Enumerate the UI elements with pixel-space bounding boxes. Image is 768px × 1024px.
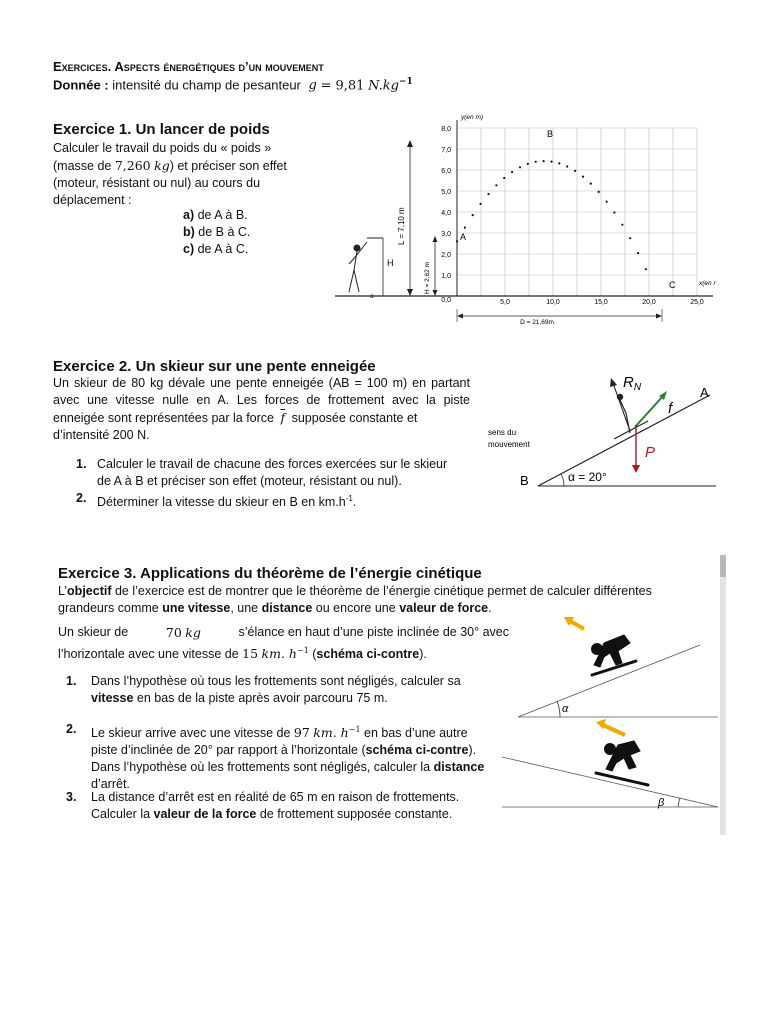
ex3-q3-line2 xyxy=(91,806,511,823)
ex1-item-c-letter: c) xyxy=(183,242,195,256)
ex3-q2-distance: distance xyxy=(433,760,485,775)
ex3-s2b: ( xyxy=(308,647,317,662)
g-value: = 9,81 xyxy=(320,78,365,94)
trajectory-dot xyxy=(472,214,474,216)
g-exponent: −1 xyxy=(398,77,413,87)
ex3-speed: 15 xyxy=(242,646,259,662)
ex1-H-arrowhead-bottom xyxy=(433,290,438,296)
ex2-sens-label-1: sens du xyxy=(488,428,517,437)
trajectory-dot xyxy=(527,163,529,165)
document-title xyxy=(53,59,324,74)
ex1-ytick: 0,0 xyxy=(441,297,451,304)
trajectory-dot xyxy=(550,161,552,163)
ex2-q1-line2: de A à B et préciser son effet (moteur, résistant ou nul). xyxy=(97,474,402,488)
ex2-point-B: B xyxy=(520,473,529,488)
ex3-intro-objectif: objectif xyxy=(67,584,112,598)
ex1-x-axis-label: x(en r xyxy=(699,280,716,287)
ex1-item-b-letter: b) xyxy=(183,225,195,239)
ex2-question-1 xyxy=(76,456,476,490)
ex3-intro-1c: de l’exercice est de montrer que le théorème de l’énergie cinétique permet de calculer différentes xyxy=(111,584,652,598)
ex1-ytick: 4,0 xyxy=(441,210,451,217)
ex1-point-B: B xyxy=(547,129,554,139)
ex3-q2-3a: Dans l’hypothèse où les frottements sont négligés, calculer la xyxy=(91,760,434,775)
ex3-q2-2c: ). xyxy=(468,743,477,758)
ex1-title: Exercice 1. Un lancer de poids xyxy=(53,121,270,138)
trajectory-dot xyxy=(535,161,537,163)
ex1-y-axis-label: y(en m) xyxy=(461,114,484,121)
ex1-item-a xyxy=(183,207,248,224)
ex2-q2-exponent: -1 xyxy=(345,494,353,503)
ex2-line2: avec une vitesse nulle en A. Les forces de frottement avec la piste xyxy=(53,393,470,407)
ex3-question-1 xyxy=(66,673,511,707)
trajectory-dot xyxy=(629,237,631,239)
donnee-label: Donnée : xyxy=(53,77,109,93)
trajectory-dot xyxy=(582,176,584,178)
ex1-L-arrowhead-top xyxy=(407,140,413,147)
ex1-ytick: 8,0 xyxy=(441,126,451,133)
ex3-intro-2g: . xyxy=(488,601,492,615)
ex3-intro-2a: grandeurs comme xyxy=(58,601,163,615)
ex1-line3: (moteur, résistant ou nul) au cours du xyxy=(53,176,261,190)
g-symbol: g xyxy=(308,78,317,94)
ex1-point-A: A xyxy=(460,232,467,242)
ex3-s1a: Un skieur de xyxy=(58,625,129,639)
ex1-H-label: H xyxy=(387,258,394,268)
ex2-P-arrowhead xyxy=(632,465,640,473)
trajectory-dot xyxy=(590,183,592,185)
ex3-angle-arc-2 xyxy=(678,798,680,807)
ex1-figure xyxy=(335,110,725,330)
ex3-s1b: s’élance en haut d’une piste inclinée de 30° avec xyxy=(238,625,509,639)
ex2-line3 xyxy=(53,409,470,427)
ex2-title: Exercice 2. Un skieur sur une pente enneigée xyxy=(53,358,376,375)
ex3-title: Exercice 3. Applications du théorème de l’énergie cinétique xyxy=(58,565,482,582)
ex1-o-label: o xyxy=(370,293,374,300)
ex3-q1-line1: Dans l’hypothèse où tous les frottements sont négligés, calculer sa xyxy=(91,674,461,688)
ex1-xtick: 15,0 xyxy=(594,299,608,306)
ex1-mass-unit: kg xyxy=(154,158,170,173)
ex2-f-vector: $\overline{f}$ xyxy=(280,410,286,425)
ex3-q2-number: 2. xyxy=(66,722,77,736)
donnee-line xyxy=(53,77,413,93)
ex1-mass: 7,260 xyxy=(114,158,151,173)
ex2-question-2 xyxy=(76,490,476,511)
g-unit: N.kg xyxy=(368,78,399,94)
ex2-q2-end: . xyxy=(352,495,357,510)
ex3-q2-line3 xyxy=(91,759,511,776)
trajectory-dot xyxy=(606,201,608,203)
ex2-figure xyxy=(480,365,730,495)
trajectory-dot xyxy=(495,184,497,186)
ex3-mass-unit: kg xyxy=(185,625,201,640)
ex3-q2-exp: −1 xyxy=(348,725,361,734)
ex1-D-arrowhead-left xyxy=(457,314,463,319)
trajectory-dot xyxy=(566,165,568,167)
shot-putter-icon xyxy=(349,238,383,292)
ex1-D-label: D = 21,69m xyxy=(520,319,554,326)
ex3-statement xyxy=(58,624,509,663)
ex3-q3-force: valeur de la force xyxy=(153,807,257,821)
ex2-sens-label-2: mouvement xyxy=(488,440,530,449)
trajectory-dot xyxy=(487,193,489,195)
ex1-H-arrowhead-top xyxy=(433,236,438,242)
ex2-RN-label: $R_N$ xyxy=(623,374,642,393)
ex3-q2-unit: km. h xyxy=(313,725,349,741)
orange-arrow-icon xyxy=(564,617,584,629)
ex3-q2-line4: d’arrêt. xyxy=(91,777,130,792)
ex3-speed-unit: km. h xyxy=(261,646,297,662)
ex3-question-2 xyxy=(66,721,511,793)
ex3-schema-ref-2: schéma ci-contre xyxy=(365,743,469,758)
trajectory-dot xyxy=(613,211,615,213)
ex3-intro-2c: , une xyxy=(230,601,262,615)
ex1-L-label: L = 7,10 m xyxy=(397,207,406,245)
ex3-q3-number: 3. xyxy=(66,790,77,804)
trajectory-dot xyxy=(519,166,521,168)
trajectory-dot xyxy=(558,162,560,164)
orange-arrow-icon xyxy=(596,719,625,735)
ex1-ytick: 1,0 xyxy=(441,273,451,280)
document-title-text: Exercices. Aspects énergétiques d’un mouvement xyxy=(53,59,324,74)
ex1-L-arrowhead-bottom xyxy=(407,289,413,296)
ex2-q2-number: 2. xyxy=(76,491,87,505)
ex1-ytick: 7,0 xyxy=(441,147,451,154)
ex1-item-c-text: de A à C. xyxy=(197,242,249,256)
trajectory-dot xyxy=(621,224,623,226)
ex3-alpha-label: α xyxy=(562,703,569,715)
trajectory-dot xyxy=(574,170,576,172)
ex1-ytick: 6,0 xyxy=(441,168,451,175)
ex1-xtick: 20,0 xyxy=(642,299,656,306)
ex1-item-b-text: de B à C. xyxy=(198,225,251,239)
ex3-q2-1b: en bas d’une autre xyxy=(360,726,468,741)
skier-icon xyxy=(596,741,648,785)
ex3-beta-label: β xyxy=(658,797,665,809)
ex2-line4: d’intensité 200 N. xyxy=(53,428,150,442)
ex2-q2-line xyxy=(97,490,476,511)
ex3-q2-line1 xyxy=(91,721,511,742)
ex3-intro-2e: ou encore une xyxy=(312,601,400,615)
trajectory-dot xyxy=(598,191,600,193)
ex3-statement-line1 xyxy=(58,624,509,642)
ex2-angle-label: α = 20° xyxy=(568,470,607,484)
ex3-q1-rest: en bas de la piste après avoir parcouru 75 m. xyxy=(133,691,388,705)
ex2-q1-line1: Calculer le travail de chacune des forces exercées sur le skieur xyxy=(97,457,448,471)
ex2-line3b: supposée constante et xyxy=(291,411,418,425)
ex2-point-A: A xyxy=(700,385,709,400)
ex3-s2d: ). xyxy=(419,647,427,662)
ex1-ytick: 5,0 xyxy=(441,189,451,196)
trajectory-dot xyxy=(543,160,545,162)
ex3-q2-1a: Le skieur arrive avec une vitesse de xyxy=(91,726,291,741)
ex3-schema-ref-1: schéma ci-contre xyxy=(316,647,420,662)
ex3-statement-line2 xyxy=(58,642,509,663)
ex1-line1: Calculer le travail du poids du « poids » xyxy=(53,141,272,155)
ex3-intro-line1 xyxy=(58,583,718,600)
ex3-speed-exp: −1 xyxy=(296,646,309,655)
ex1-item-a-letter: a) xyxy=(183,208,195,222)
ex2-P-label: P xyxy=(645,444,656,461)
trajectory-dot xyxy=(511,171,513,173)
ex3-q3-2a: Calculer la xyxy=(91,807,154,821)
ex3-mass: 70 xyxy=(165,625,182,640)
ex3-q2-2a: piste d’inclinée de 20° par rapport à l’horizontale ( xyxy=(91,743,366,758)
ex3-q1-number: 1. xyxy=(66,674,77,688)
ex3-slope-1 xyxy=(518,645,700,717)
ex1-item-a-text: de A à B. xyxy=(197,208,248,222)
ex1-xtick: 10,0 xyxy=(546,299,560,306)
ex1-grid xyxy=(457,128,697,296)
ex1-line2a: (masse de xyxy=(53,159,112,173)
trajectory-dot xyxy=(503,177,505,179)
ex1-item-c xyxy=(183,241,248,258)
ex1-x-ticks xyxy=(500,299,704,306)
ex1-xtick: 5,0 xyxy=(500,299,510,306)
ex3-q3-line1: La distance d’arrêt est en réalité de 65 m en raison de frottements. xyxy=(91,790,460,804)
ex3-question-3 xyxy=(66,789,511,823)
ex1-line2 xyxy=(53,157,323,175)
ex1-y-ticks xyxy=(441,126,451,304)
ex1-line4: déplacement : xyxy=(53,193,132,207)
ex1-item-b xyxy=(183,224,250,241)
ex2-RN-arrowhead xyxy=(610,378,617,387)
ex3-angle-arc-1 xyxy=(557,701,560,717)
ex1-line2b: ) et préciser son effet xyxy=(169,159,287,173)
ex3-intro-1a: L’ xyxy=(58,584,68,598)
ex3-q1-vitesse: vitesse xyxy=(91,691,134,705)
trajectory-dot xyxy=(645,268,647,270)
ex3-q1-line2 xyxy=(91,690,511,707)
trajectory-dot xyxy=(637,252,639,254)
ex1-point-C: C xyxy=(669,280,676,290)
trajectory-dot xyxy=(456,240,458,242)
ex2-angle-arc xyxy=(561,474,564,486)
ex1-D-arrowhead-right xyxy=(656,314,662,319)
ex1-xtick: 25,0 xyxy=(690,299,704,306)
ex1-H-small-label: H = 2,62 m xyxy=(424,262,431,294)
ex2-line1: Un skieur de 80 kg dévale une pente enneigée (AB = 100 m) en partant xyxy=(53,376,470,390)
trajectory-dot xyxy=(480,203,482,205)
ex3-q2-speed: 97 xyxy=(293,725,310,741)
donnee-text: intensité du champ de pesanteur xyxy=(112,77,301,93)
ex2-statement xyxy=(53,375,470,444)
ex3-intro-force: valeur de force xyxy=(399,601,489,615)
ex1-ytick: 2,0 xyxy=(441,252,451,259)
ex3-figure xyxy=(500,605,722,810)
skier-icon xyxy=(592,635,637,675)
ex2-line3a: enneigée sont représentées par la force xyxy=(53,411,274,425)
ex3-intro-distance: distance xyxy=(261,601,313,615)
ex3-s2a: l’horizontale avec une vitesse de xyxy=(58,647,239,662)
ex1-ytick: 3,0 xyxy=(441,231,451,238)
ex3-intro-vitesse: une vitesse xyxy=(162,601,231,615)
ex1-statement xyxy=(53,140,323,209)
ex3-q2-line2 xyxy=(91,742,511,759)
ex3-scrollbar-thumb[interactable] xyxy=(720,555,726,577)
ex2-q1-number: 1. xyxy=(76,457,87,471)
ex2-q2-text: Déterminer la vitesse du skieur en B en km.h xyxy=(97,495,346,510)
trajectory-dot xyxy=(464,227,466,229)
ex2-f-label: f xyxy=(668,400,673,417)
ex3-q3-2c: de frottement supposée constante. xyxy=(256,807,453,821)
